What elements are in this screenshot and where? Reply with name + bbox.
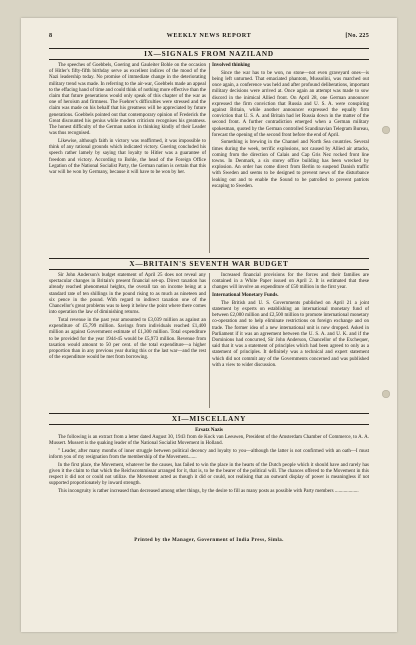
printer-imprint: Printed by the Manager, Government of India Press, Simla.	[134, 538, 284, 543]
section-heading-signals: IX—SIGNALS FROM NAZILAND	[49, 48, 369, 60]
paragraph: The following is an extract from a letter dated August 30, 1943 from de Kock van Leeuwen, President of the Amsterdam Chamber of Commerce, to A. A. Mussert. Mussert is the quaking leader of the National Socialist Movement in Holland.	[49, 435, 369, 447]
issue-number: [No. 225	[345, 32, 369, 39]
paragraph: Since the war has to be won, no stone—not even graveyard ones—is being left unturned. That emaciated phantom, Mussolini, was marched out once again, a conference was held and after profound deliberations, important military decisions were arrived at. Once again an attempt was made to sow discord in the inimical Allied front. On April 28, one German announcer expressed the firm conviction that Russia and U. S. A. were conspiring against Britain, while another announcer expressed the equally firm conviction that U. S. A. and Britain had let Russia down in the matter of the second front. A further contradiction emerged when a German military spokesman, quoted by the German controlled Scandinavian Telegram Bureau, forecast the opening of the second front before the end of April.	[212, 70, 369, 138]
column-divider	[209, 63, 210, 253]
paragraph: Total revenue in the past year amounted to £3,039 million as against an expenditure of £5,799 million. Savings from individuals reached £1,400 million as against Government estimate of £1,300 million. Total expenditure to be provided for the year 1944-45 would be £5,973 million. Revenue from taxation would amount to 50 per cent. of the total expenditure—a higher proportion than in any previous year during this or the last war—and the rest of the expenditure would be met from borrowing.	[49, 317, 206, 361]
subheading: Involved thinking	[212, 63, 250, 68]
section-heading-miscellany: XI—MISCELLANY	[49, 413, 369, 425]
section-signals-right-column	[212, 63, 369, 192]
section-budget-right-column	[212, 273, 369, 371]
page-number: 8	[49, 32, 53, 39]
paragraph: In the first place, the Movement, whatever be the causes, has failed to win the place in the hearts of the Dutch people which it should have and rarely has given it the claim to that which the Reichscommissar arranged for it, that is, to be the bearer of the political will. The chances offered to the Movement in this respect it did not or could not utilize. the Movement acted as though it did or could, not realising that an outward display of power is meaningless if not supported proportionately by inward strength.	[49, 462, 369, 487]
paragraph: This incongruity is rather increased than decreased among other things, by the desire to fill as many posts as possible with Party members ...................	[58, 489, 359, 495]
punch-hole	[382, 126, 390, 134]
section-heading-budget: X—BRITAIN'S SEVENTH WAR BUDGET	[49, 258, 369, 270]
paragraph: Sir John Anderson's budget statement of April 25 does not reveal any spectacular changes in Britain's present financial set-up. Direct taxation has already reached phenomenal heights, the overall tax on income being at a standard rate of ten shillings in the pound rising to as much as nineteen and six pence in the pound. With regard to indirect taxation one of the Chancellor's great problems was to keep it below the point where there comes into operation the law of diminishing returns.	[49, 273, 206, 316]
column-divider	[209, 273, 210, 408]
report-page	[21, 18, 397, 632]
punch-hole	[382, 390, 390, 398]
paragraph: " Leader, after many months of inner struggle between political decency and loyalty to you—although the latter is not confirmed with an oath—I must inform you of my resignation from the membership of the Movement.......	[49, 448, 369, 461]
paragraph: The British and U. S. Governments published on April 21 a joint statement by experts on establishing an international monetary fund of between £2,000 million and £2,500 million to promote international monetary co-operation and to help eliminate restrictions on foreign exchange and on trade. The former idea of a new international unit is now dropped. Asked in Parliament if it was an agreement between the U. S. A. and U. K. and if the Dominions had concurred, Sir John Anderson, Chancellor of the Exchequer, said that it was a statement of principles which had been agreed to only as a statement of principles. It definitely was a technical and expert statement which did not commit any of the Governments concerned and was published with a view to wider discussion.	[212, 300, 369, 368]
subheading: International Monetary Funds.	[212, 293, 279, 299]
paragraph: Increased financial provisions for the forces and their families are contained in a White Paper issued on April 2. It is estimated that these changes will involve an expenditure of £50 million in the first year.	[212, 273, 369, 291]
subheading: Ersatz Nazis	[195, 427, 223, 433]
section-budget-left-column	[49, 273, 206, 363]
paragraph: Something is brewing in the Channel and North Sea countries. Several times during the week, terrific explosions, not caused by Allied air attacks, coming from the direction of Calais and Cap Gris Nez rocked front line towns. In Denmark, a six storey office building has been wrecked by explosion. An order has come direct from Berlin to suspend Danish traffic with Sweden and seems to be designed to prevent news of the disturbance leaking out and to enable the Sound to be patrolled to prevent patriots escaping to Sweden.	[212, 140, 369, 189]
page-header	[49, 32, 369, 44]
section-miscellany-body	[49, 427, 369, 533]
paragraph: The speeches of Goebbels, Goering and Gauleiter Bohle on the occasion of Hitler's fifty-fifth birthday serve as excellent indices of the mood of the Nazi leadership today. No promise of immediate change in the deteriorating military trend was made. In referring to the air-war, Goebbels made an appeal to the effacing hand of time and could think of nothing more effective than the claim that future generations would only speak of this chapter of the war as one of heroism and firmness. The Fuehrer's difficulties were stressed and the claim was made on his behalf that his greatness will be appreciated by future generations. Goebbels pointed out that contemporary opinion of Frederick the Great discounted his genius while modern criticism recognises his greatness. The honest difficulty of the German nation in thinking kindly of their Leader was thus recognised.	[49, 63, 206, 137]
section-signals-left-column	[49, 63, 206, 178]
paragraph: Likewise, although faith in victory was reaffirmed, it was impossible to think of any rational grounds which indicated victory. Goering concluded his speech rather lamely by saying that loyalty to Hitler was a guarantee of freedom and victory. According to Bohle, the head of the Foreign Office Legation of the National Socialist Party, the German nation is certain that this war will be won by Germany, because it will have to be won by her.	[49, 138, 206, 175]
report-title: WEEKLY NEWS REPORT	[166, 32, 252, 39]
